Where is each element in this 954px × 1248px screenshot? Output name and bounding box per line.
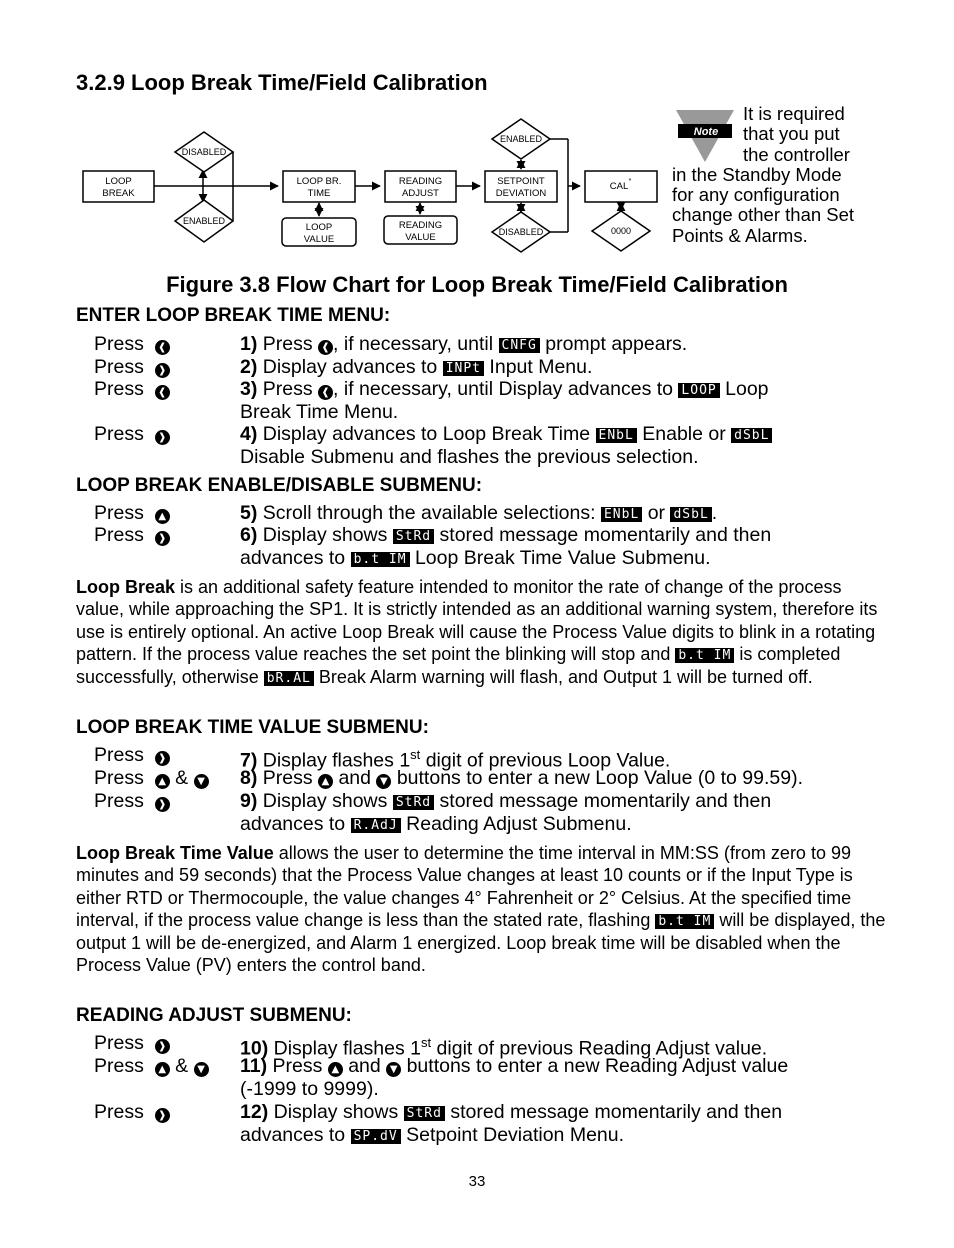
lcd-btim: b.t IM: [675, 648, 734, 663]
loop-value-label-1: LOOP: [305, 222, 333, 233]
down-button-icon: ▼: [194, 774, 209, 789]
enter-button-icon: ❱: [155, 430, 170, 445]
flowchart: [78, 110, 668, 260]
paragraph-loop-break: Loop Break is an additional safety feature intended to monitor the rate of change of the process value, while approaching the SP1. It is strictly intended as an additional warning system, therefore its use is entirely optional. An active Loop Break will cause the Process Value digits to blink in a rotating pattern. If the process value reaches the set point the blinking will stop and b.t IM is completed successfully, otherwise bR.AL Break Alarm warning will flash, and Output 1 will be turned off.: [76, 577, 878, 687]
sd-enabled-label: ENABLED: [499, 134, 543, 144]
reading-value-label-1: READING: [398, 220, 443, 231]
loop-value-label-2: VALUE: [303, 234, 335, 245]
up-button-icon: ▲: [155, 1062, 170, 1077]
note-badge-text: Note: [693, 126, 719, 138]
lcd-strd: StRd: [404, 1106, 445, 1121]
section-title: 3.2.9 Loop Break Time/Field Calibration: [76, 70, 488, 95]
up-button-icon: ▲: [155, 774, 170, 789]
loop-break-label-2: BREAK: [102, 188, 135, 199]
cal-star: *: [628, 178, 632, 185]
heading-value-submenu: LOOP BREAK TIME VALUE SUBMENU:: [76, 717, 429, 738]
lcd-enbl: ENbL: [596, 428, 637, 443]
lcd-radj: R.AdJ: [351, 818, 401, 833]
menu-button-icon: ❰: [155, 385, 170, 400]
menu-button-icon: ❰: [155, 340, 170, 355]
up-button-icon: ▲: [328, 1062, 343, 1077]
note-text: It is required that you put the controller in the Standby Mode for any configuration change other than Set Points & Alarms.: [672, 103, 855, 246]
up-button-icon: ▲: [318, 774, 333, 789]
enter-button-icon: ❱: [155, 363, 170, 378]
menu-button-icon: ❰: [318, 385, 333, 400]
loop-br-time-label-2: TIME: [307, 188, 331, 199]
down-button-icon: ▼: [386, 1062, 401, 1077]
down-button-icon: ▼: [194, 1062, 209, 1077]
enter-button-icon: ❱: [155, 1039, 170, 1054]
up-button-icon: ▲: [155, 509, 170, 524]
lcd-cnfg: CNFG: [499, 338, 540, 353]
cal-label: CAL: [609, 181, 629, 192]
heading-reading-submenu: READING ADJUST SUBMENU:: [76, 1005, 352, 1026]
lcd-bral: bR.AL: [264, 671, 314, 686]
page-number: 33: [468, 1173, 486, 1190]
sd-disabled-label: DISABLED: [498, 227, 544, 237]
down-button-icon: ▼: [376, 774, 391, 789]
enter-button-icon: ❱: [155, 797, 170, 812]
zeros-label: 0000: [610, 226, 632, 236]
reading-adjust-label-1: READING: [398, 176, 443, 187]
enabled-label: ENABLED: [182, 216, 226, 226]
lcd-enbl: ENbL: [601, 507, 642, 522]
lcd-strd: StRd: [393, 529, 434, 544]
figure-caption: Figure 3.8 Flow Chart for Loop Break Time/Field Calibration: [166, 272, 788, 297]
loop-break-label-1: LOOP: [105, 176, 132, 187]
lcd-strd: StRd: [393, 795, 434, 810]
lcd-loop: LOOP: [678, 383, 719, 398]
lcd-btim: b.t IM: [351, 552, 410, 567]
heading-enable-submenu: LOOP BREAK ENABLE/DISABLE SUBMENU:: [76, 475, 483, 496]
reading-adjust-label-2: ADJUST: [402, 188, 439, 199]
lcd-spdv: SP.dV: [351, 1129, 401, 1144]
lcd-inpt: INPt: [443, 361, 484, 376]
enter-button-icon: ❱: [155, 531, 170, 546]
setpoint-deviation-label-1: SETPOINT: [497, 176, 545, 187]
disabled-label: DISABLED: [181, 147, 227, 157]
paragraph-loop-break-time-value: Loop Break Time Value allows the user to determine the time interval in MM:SS (from zero to 99 minutes and 59 seconds) that the Process Value changes at least 10 counts or if the Input Type is either RTD or Thermocouple, the value changes 4° Fahrenheit or 2° Celsius. At the specified time interval, if the process value change is less than the stated rate, flashing b.t IM will be displayed, the output 1 will be de-energized, and Alarm 1 energized. Loop break time will be disabled when the Process Value (PV) enters the control band.: [76, 843, 886, 976]
loop-br-time-label-1: LOOP BR.: [296, 176, 342, 187]
lcd-dsbl: dSbL: [731, 428, 772, 443]
enter-button-icon: ❱: [155, 751, 170, 766]
menu-button-icon: ❰: [318, 340, 333, 355]
lcd-dsbl: dSbL: [670, 507, 711, 522]
enter-button-icon: ❱: [155, 1108, 170, 1123]
heading-enter-menu: ENTER LOOP BREAK TIME MENU:: [76, 305, 391, 326]
reading-value-label-2: VALUE: [405, 232, 436, 243]
setpoint-deviation-label-2: DEVIATION: [495, 188, 547, 199]
lcd-btim: b.t IM: [655, 914, 714, 929]
